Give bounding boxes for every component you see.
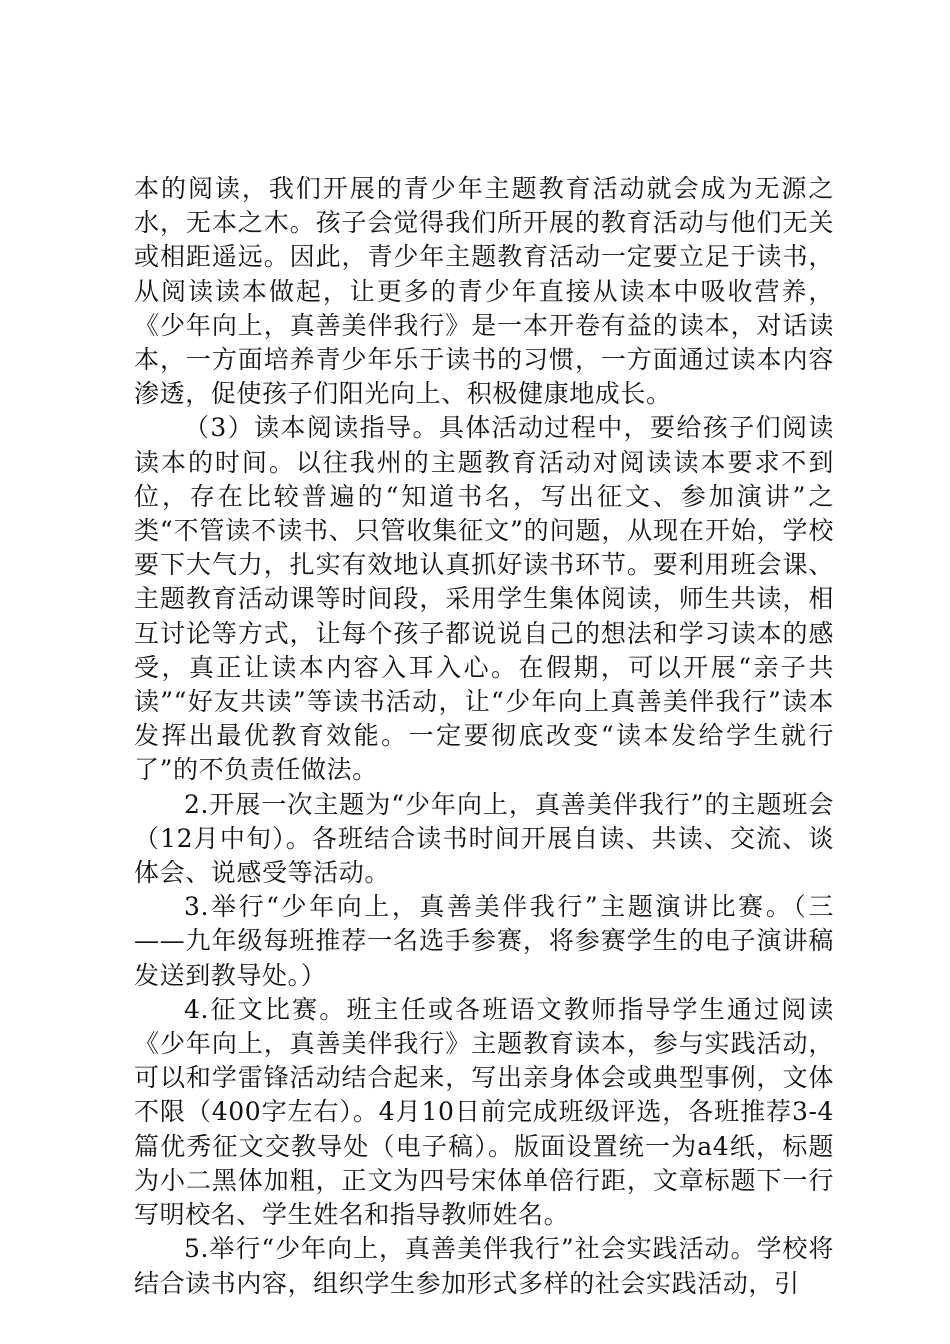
paragraph-speech-contest: 3.举行“少年向上，真善美伴我行”主题演讲比赛。（三——九年级每班推荐一名选手参赛，将参赛学生的电子演讲稿发送到教导处。）	[134, 892, 834, 990]
paragraph-continuation: 本的阅读，我们开展的青少年主题教育活动就会成为无源之水，无本之木。孩子会觉得我们所开展的教育活动与他们无关或相距遥远。因此，青少年主题教育活动一定要立足于读书，从阅读读本做起，让更多的青少年直接从读本中吸收营养，《少年向上，真善美伴我行》是一本开卷有益的读本，对话读本，一方面培养青少年乐于读书的习惯，一方面通过读本内容渗透，促使孩子们阳光向上、积极健康地成长。	[134, 174, 834, 409]
document-body	[134, 172, 834, 1301]
paragraph-reading-guidance: （3）读本阅读指导。具体活动过程中，要给孩子们阅读读本的时间。以往我州的主题教育活动对阅读读本要求不到位，存在比较普遍的“知道书名，写出征文、参加演讲”之类“不管读不读书、只管收集征文”的问题，从现在开始，学校要下大气力，扎实有效地认真抓好读书环节。要利用班会课、主题教育活动课等时间段，采用学生集体阅读，师生共读，相互讨论等方式，让每个孩子都说说自己的想法和学习读本的感受，真正让读本内容入耳入心。在假期，可以开展“亲子共读”“好友共读”等读书活动，让“少年向上真善美伴我行”读本发挥出最优教育效能。一定要彻底改变“读本发给学生就行了”的不负责任做法。	[134, 413, 834, 785]
paragraph-class-meeting: 2.开展一次主题为“少年向上，真善美伴我行”的主题班会（12月中旬）。各班结合读书时间开展自读、共读、交流、谈体会、说感受等活动。	[134, 789, 834, 888]
paragraph-essay-contest: 4.征文比赛。班主任或各班语文教师指导学生通过阅读《少年向上，真善美伴我行》主题教育读本，参与实践活动，可以和学雷锋活动结合起来，写出亲身体会或典型事例，文体不限（400字左右）。4月10日前完成班级评选，各班推荐3-4篇优秀征文交教导处（电子稿）。版面设置统一为a4纸，标题为小二黑体加粗，正文为四号宋体单倍行距，文章标题下一行写明校名、学生姓名和指导教师姓名。	[134, 994, 834, 1230]
paragraph-social-practice: 5.举行“少年向上，真善美伴我行”社会实践活动。学校将结合读书内容，组织学生参加形式多样的社会实践活动，引	[134, 1234, 834, 1298]
